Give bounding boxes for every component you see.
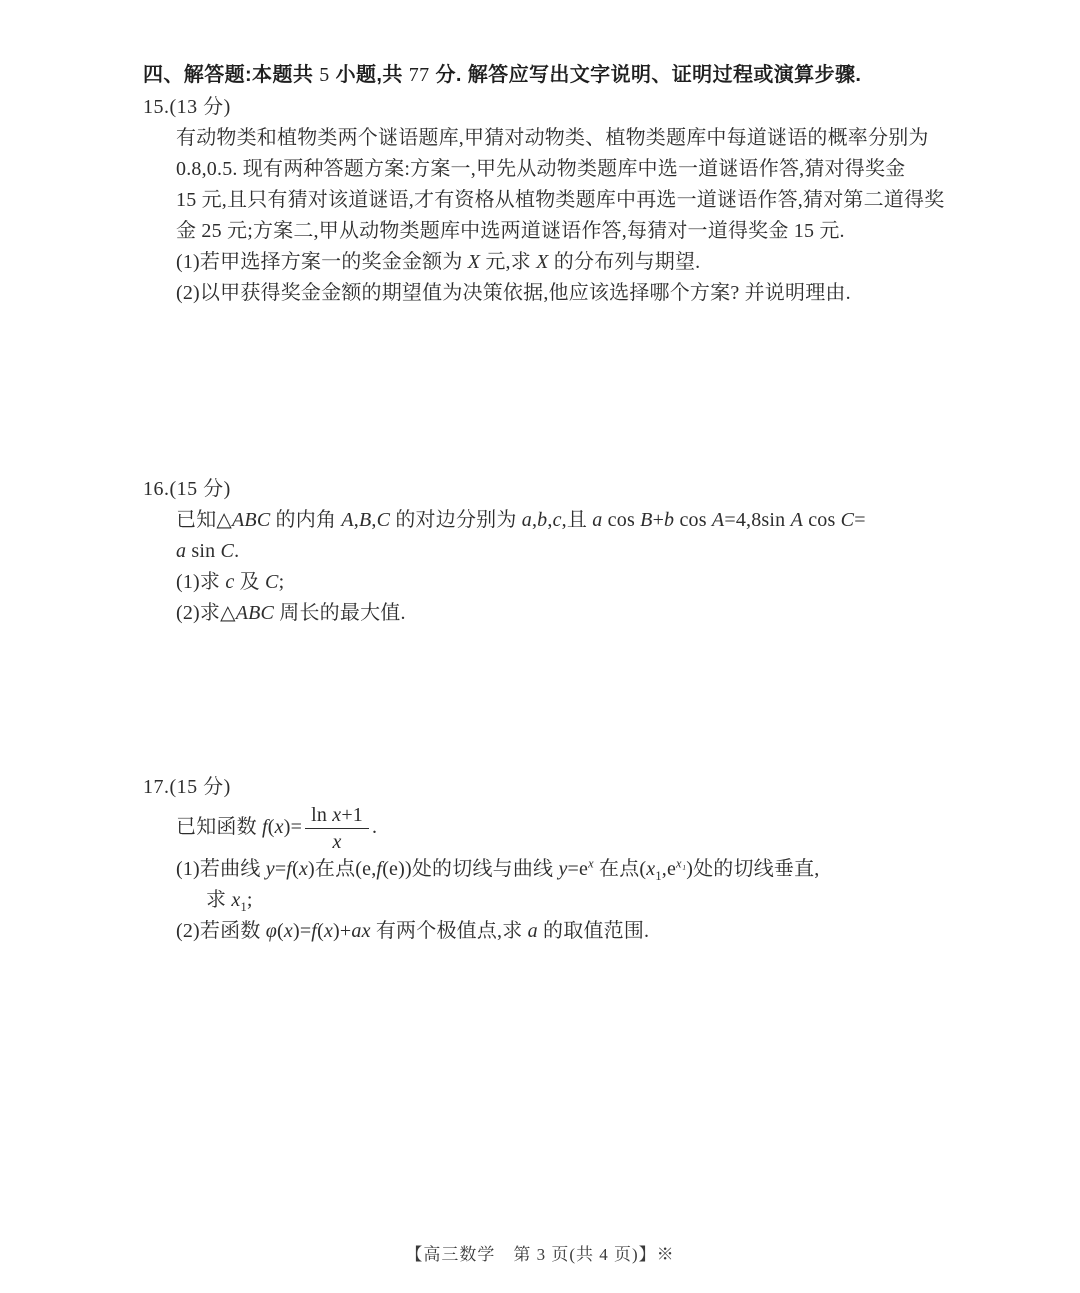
question-line: a sin C. bbox=[176, 540, 240, 562]
fraction: $\frac{\text{ln x+1}}{x}$ bbox=[305, 803, 369, 854]
question-number: 15.(13 分) bbox=[143, 96, 231, 118]
section-header: 四、解答题:本题共 5 小题,共 77 分. 解答应写出文字说明、证明过程或演算步骤. bbox=[143, 64, 862, 86]
question-number: 16.(15 分) bbox=[143, 478, 231, 500]
question-line: (2)求△ABC 周长的最大值. bbox=[176, 602, 406, 624]
question-body bbox=[143, 803, 948, 947]
question-line: (1)求 c 及 C; bbox=[176, 571, 285, 593]
question-number: 17.(15 分) bbox=[143, 776, 231, 798]
question-body bbox=[143, 123, 948, 309]
question-line: (2)若函数 φ(x)=f(x)+ax 有两个极值点,求 a 的取值范围. bbox=[176, 920, 650, 942]
question-body bbox=[143, 505, 948, 629]
question-15 bbox=[143, 92, 948, 309]
question-line: (2)以甲获得奖金金额的期望值为决策依据,他应该选择哪个方案? 并说明理由. bbox=[176, 282, 851, 304]
question-line: (1)若曲线 y=f(x)在点(e,f(e))处的切线与曲线 $y=e^x$ 在点$(x_1,e^{x_1})$处的切线垂直, bbox=[176, 856, 820, 883]
question-line: 0.8,0.5. 现有两种答题方案:方案一,甲先从动物类题库中选一道谜语作答,猜对得奖金 bbox=[176, 158, 906, 180]
question-line: 金 25 元;方案二,甲从动物类题库中选两道谜语作答,每猜对一道得奖金 15 元. bbox=[176, 220, 845, 242]
question-line: 15 元,且只有猜对该道谜语,才有资格从植物类题库中再选一道谜语作答,猜对第二道得奖 bbox=[176, 189, 945, 211]
page-footer: 【高三数学 第 3 页(共 4 页)】※ bbox=[405, 1245, 675, 1264]
question-17 bbox=[143, 772, 948, 947]
question-line: 求 $x_1$; bbox=[206, 889, 253, 914]
question-line: 已知函数 f(x)= $\frac{\text{ln x+1}}{x}$ . bbox=[176, 804, 378, 853]
question-line: 有动物类和植物类两个谜语题库,甲猜对动物类、植物类题库中每道谜语的概率分别为 bbox=[176, 127, 929, 149]
question-line: (1)若甲选择方案一的奖金金额为 X 元,求 X 的分布列与期望. bbox=[176, 251, 701, 273]
question-16 bbox=[143, 474, 948, 629]
question-line: 已知△ABC 的内角 A,B,C 的对边分别为 a,b,c,且 a cos B+b cos A=4,8sin A cos C= bbox=[176, 509, 866, 531]
